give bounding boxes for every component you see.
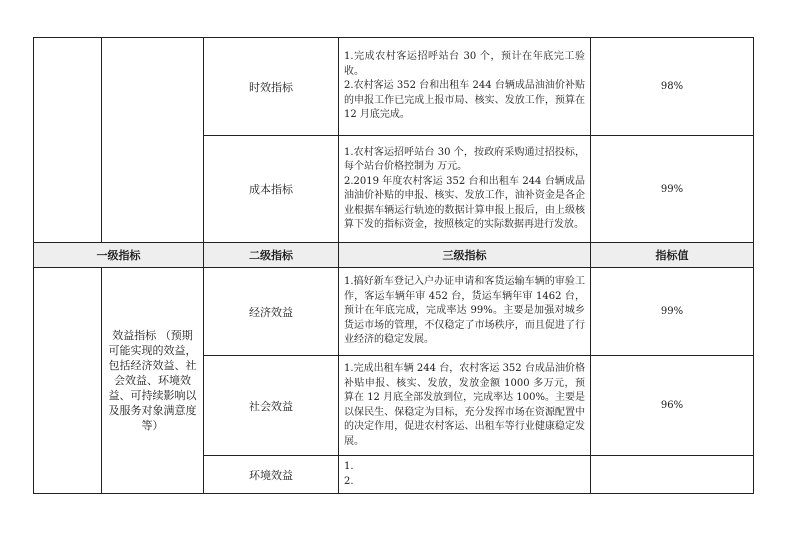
value-cell: 99% [591, 268, 754, 356]
level2-cell: 成本指标 [204, 136, 339, 243]
level3-cell [339, 38, 591, 136]
header-level3: 三级指标 [339, 243, 591, 268]
indicator-line: 1.农村客运招呼站台 30 个，按政府采购通过招投标，每个站台价格控制为 万元。 [344, 146, 585, 172]
level3-cell [339, 136, 591, 243]
level3-cell [339, 356, 591, 456]
value-cell: 98% [591, 38, 754, 136]
level3-cell [339, 456, 591, 494]
indicator-line: 1.完成农村客运招呼站台 30 个，预计在年底完工验收。 [344, 51, 585, 77]
indicator-line: 1.完成出租车辆 244 台，农村客运 352 台成品油价格补贴申报、核实、发放，发放金额 1000 多万元，预算在 12 月底全部发放到位，完成率达 100%。主要是以保民生、保稳定为目标，充分发挥市场在资源配置中的决定作用，促进农村客运、出租车等行业健康稳定发展。 [344, 363, 585, 447]
indicator-line: 1. [344, 461, 354, 472]
header-level2: 二级指标 [204, 243, 339, 268]
indicator-line: 2. [344, 475, 354, 487]
header-level1: 一级指标 [34, 243, 204, 268]
level2-cell: 经济效益 [204, 268, 339, 356]
blank-cell [102, 38, 204, 243]
value-cell: 96% [591, 356, 754, 456]
blank-cell [34, 268, 102, 494]
value-cell: 99% [591, 136, 754, 243]
header-row [34, 243, 754, 268]
level2-cell: 环境效益 [204, 456, 339, 494]
indicator-line: 2.农村客运 352 台和出租车 244 台辆成品油油价补贴的申报工作已完成上报市局、核实、发放工作，预算在 12 月底完成。 [344, 80, 585, 121]
header-value: 指标值 [591, 243, 754, 268]
performance-indicator-table [33, 37, 754, 494]
indicator-line: 1.搞好新车登记入户办证申请和客货运输车辆的审验工作，客运车辆年审 452 台，货运车辆年审 1462 台，预计在年底完成，完成率达 99%。主要是加强对城乡货运市场的管理，不仅稳定了市场秩序，而且促进了行业经济的稳定发展。 [344, 276, 585, 346]
blank-cell [34, 38, 102, 243]
level1-note: （预期可能实现的效益，包括经济效益、社会效益、环境效益、可持续影响以及服务对象满意度等） [108, 329, 197, 432]
value-cell [591, 456, 754, 494]
indicator-line: 2.2019 年度农村客运 352 台和出租车 244 台辆成品油油价补贴的申报、核实、发放工作，油补资金是各企业根据车辆运行轨迹的数据计算申报上报后，由上级核算下发的指标资金，按照核定的实际数据再进行发放。 [344, 175, 585, 230]
level1-cell [102, 268, 204, 494]
level1-title: 效益指标 [112, 329, 157, 342]
level2-cell: 时效指标 [204, 38, 339, 136]
table-row [34, 268, 754, 356]
level3-cell [339, 268, 591, 356]
table-row [34, 38, 754, 136]
level2-cell: 社会效益 [204, 356, 339, 456]
